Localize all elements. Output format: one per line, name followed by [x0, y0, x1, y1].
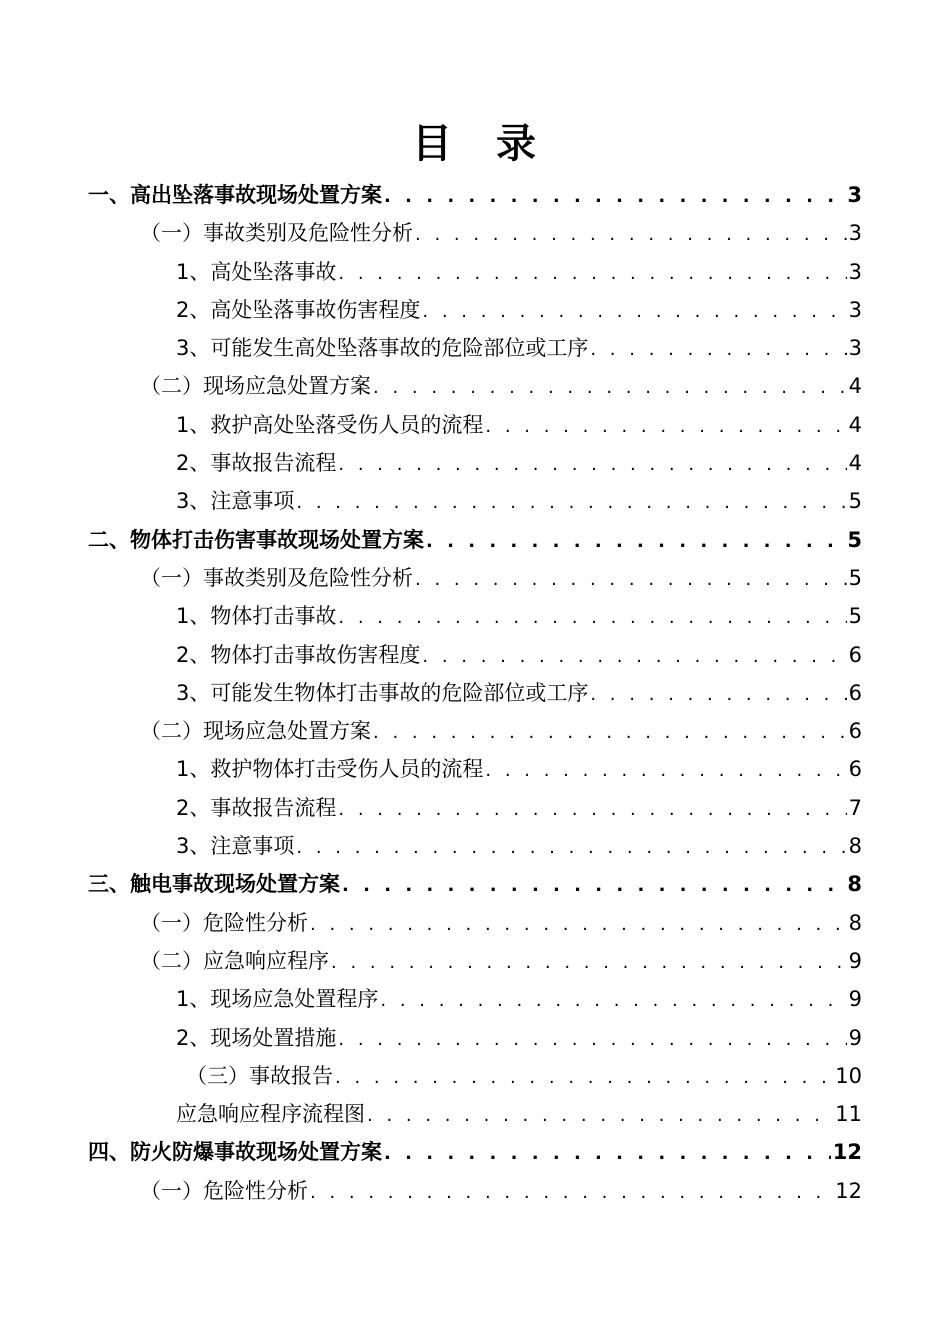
- toc-entry[interactable]: [0, 176, 950, 214]
- toc-entry-page-number: 5: [848, 489, 862, 514]
- toc-entry-text: （二）现场应急处置方案: [140, 719, 371, 744]
- toc-entry[interactable]: [0, 329, 950, 367]
- toc-entry-page-number: 4: [848, 412, 862, 437]
- dot-leader: [422, 293, 846, 331]
- dot-leader: [590, 676, 846, 714]
- toc-entry-page-number: 9: [848, 1025, 862, 1050]
- dot-leader: [338, 446, 846, 484]
- toc-entry-page-number: 3: [848, 297, 862, 322]
- toc-entry-text: （二）现场应急处置方案: [140, 374, 371, 399]
- dot-leader: [373, 714, 847, 752]
- dot-leader: [380, 982, 846, 1020]
- dot-leader: [422, 638, 846, 676]
- dot-leader: [331, 944, 847, 982]
- toc-list: [0, 176, 950, 1210]
- toc-entry-text: 1、现场应急处置程序: [176, 987, 379, 1012]
- dot-leader: [367, 1097, 833, 1135]
- toc-entry-text: 应急响应程序流程图: [176, 1102, 365, 1127]
- toc-entry-text: 1、高处坠落事故: [176, 259, 337, 284]
- toc-entry-page-number: 3: [847, 183, 862, 207]
- toc-entry[interactable]: [0, 597, 950, 635]
- toc-entry-text: （一）事故类别及危险性分析: [140, 221, 413, 246]
- dot-leader: [373, 369, 847, 407]
- toc-entry-text: 三、触电事故现场处置方案: [88, 872, 340, 897]
- toc-entry-text: 3、注意事项: [176, 489, 295, 514]
- toc-entry-page-number: 11: [835, 1102, 862, 1127]
- dot-leader: [338, 255, 846, 293]
- toc-entry-text: （一）危险性分析: [140, 1178, 308, 1203]
- toc-entry-page-number: 4: [848, 451, 862, 476]
- toc-entry-page-number: 5: [847, 527, 862, 552]
- toc-entry-page-number: 6: [848, 719, 862, 744]
- toc-entry-text: 2、事故报告流程: [176, 451, 337, 476]
- dot-leader: [310, 1174, 833, 1212]
- dot-leader: [384, 1135, 831, 1173]
- toc-entry-text: 3、注意事项: [176, 834, 295, 859]
- dot-leader: [338, 599, 846, 637]
- toc-entry-text: 2、物体打击事故伤害程度: [176, 642, 421, 667]
- toc-entry[interactable]: [0, 674, 950, 712]
- dot-leader: [296, 484, 846, 522]
- toc-entry-text: 一、高出坠落事故现场处置方案: [88, 183, 382, 207]
- toc-entry[interactable]: [0, 1019, 950, 1057]
- toc-entry[interactable]: [0, 827, 950, 865]
- toc-entry-page-number: 5: [848, 565, 862, 590]
- dot-leader: [296, 829, 846, 867]
- toc-entry[interactable]: [0, 904, 950, 942]
- toc-entry[interactable]: [0, 444, 950, 482]
- toc-entry-text: 2、现场处置措施: [176, 1025, 337, 1050]
- toc-entry[interactable]: [0, 367, 950, 405]
- toc-entry-text: （一）事故类别及危险性分析: [140, 565, 413, 590]
- dot-leader: [335, 1059, 833, 1097]
- toc-entry[interactable]: [0, 1057, 950, 1095]
- toc-entry-text: 1、救护物体打击受伤人员的流程: [176, 757, 484, 782]
- toc-entry-page-number: 6: [848, 757, 862, 782]
- toc-entry-text: 1、救护高处坠落受伤人员的流程: [176, 412, 484, 437]
- toc-entry-page-number: 9: [848, 948, 862, 973]
- toc-entry[interactable]: [0, 521, 950, 559]
- toc-entry-text: 1、物体打击事故: [176, 604, 337, 629]
- toc-entry-page-number: 9: [848, 987, 862, 1012]
- toc-entry[interactable]: [0, 1133, 950, 1171]
- dot-leader: [485, 752, 846, 790]
- toc-entry[interactable]: [0, 636, 950, 674]
- toc-entry[interactable]: [0, 750, 950, 788]
- dot-leader: [485, 408, 846, 446]
- dot-leader: [338, 791, 846, 829]
- toc-entry[interactable]: [0, 980, 950, 1018]
- toc-entry-page-number: 3: [848, 259, 862, 284]
- toc-entry-page-number: 12: [835, 1178, 862, 1203]
- toc-entry[interactable]: [0, 253, 950, 291]
- toc-entry-page-number: 8: [848, 834, 862, 859]
- toc-entry-page-number: 6: [848, 680, 862, 705]
- toc-entry-page-number: 10: [835, 1063, 862, 1088]
- dot-leader: [310, 906, 847, 944]
- toc-entry[interactable]: [0, 1172, 950, 1210]
- dot-leader: [384, 178, 845, 216]
- toc-entry-text: 四、防火防爆事故现场处置方案: [88, 1140, 382, 1165]
- toc-entry-page-number: 6: [848, 642, 862, 667]
- toc-entry-page-number: 3: [848, 221, 862, 246]
- toc-entry[interactable]: [0, 865, 950, 903]
- toc-entry[interactable]: [0, 482, 950, 520]
- dot-leader: [590, 331, 846, 369]
- toc-entry-page-number: 3: [848, 336, 862, 361]
- toc-entry[interactable]: [0, 1095, 950, 1133]
- toc-entry[interactable]: [0, 789, 950, 827]
- toc-entry-page-number: 7: [848, 795, 862, 820]
- toc-entry[interactable]: [0, 291, 950, 329]
- toc-entry-text: 3、可能发生物体打击事故的危险部位或工序: [176, 680, 589, 705]
- dot-leader: [426, 523, 845, 561]
- toc-entry-text: （一）危险性分析: [140, 910, 308, 935]
- dot-leader: [338, 1021, 846, 1059]
- dot-leader: [415, 216, 847, 254]
- toc-entry-text: （三）事故报告: [186, 1063, 333, 1088]
- toc-entry[interactable]: [0, 406, 950, 444]
- toc-entry-text: 3、可能发生高处坠落事故的危险部位或工序: [176, 336, 589, 361]
- toc-entry[interactable]: [0, 214, 950, 252]
- dot-leader: [415, 561, 847, 599]
- toc-entry-text: 二、物体打击伤害事故现场处置方案: [88, 527, 424, 552]
- toc-entry-text: （二）应急响应程序: [140, 948, 329, 973]
- toc-entry-page-number: 4: [848, 374, 862, 399]
- toc-entry[interactable]: [0, 559, 950, 597]
- toc-title: 目 录: [412, 121, 538, 167]
- toc-entry-text: 2、事故报告流程: [176, 795, 337, 820]
- dot-leader: [342, 867, 845, 905]
- toc-entry-page-number: 5: [848, 604, 862, 629]
- toc-entry-page-number: 12: [832, 1140, 862, 1165]
- toc-entry-page-number: 8: [848, 910, 862, 935]
- toc-entry[interactable]: [0, 712, 950, 750]
- toc-entry-text: 2、高处坠落事故伤害程度: [176, 297, 421, 322]
- toc-entry-page-number: 8: [847, 872, 862, 897]
- toc-entry[interactable]: [0, 942, 950, 980]
